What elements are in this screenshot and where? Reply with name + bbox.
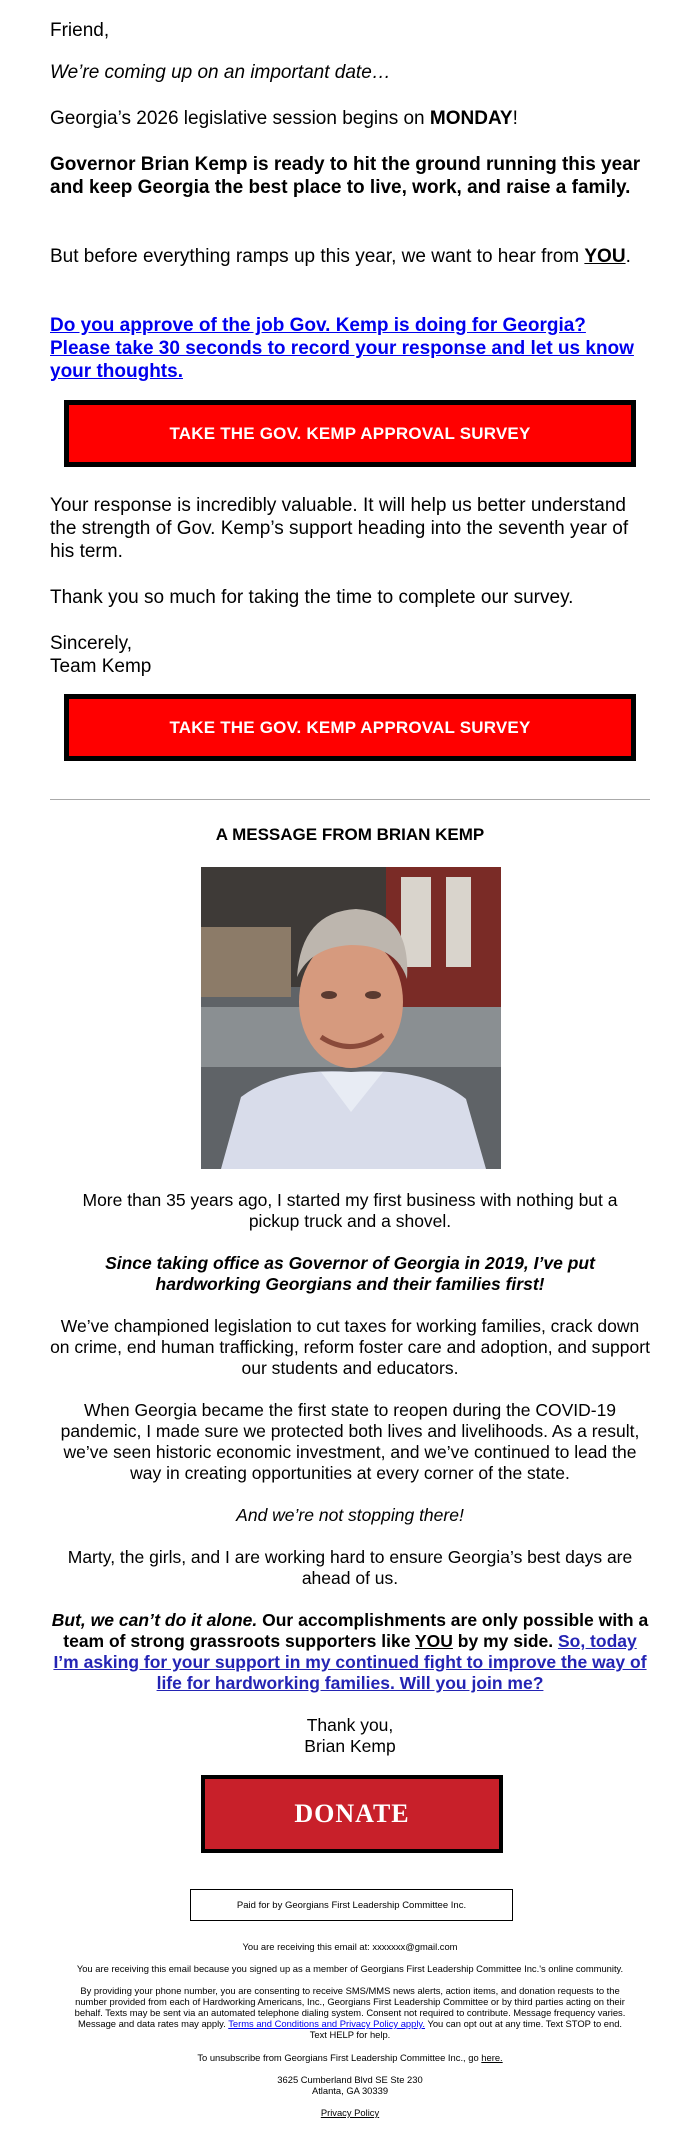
message-p7-you: YOU [414, 1631, 453, 1651]
sms-text: By providing your phone number, you are consenting to receive SMS/MMS news alerts, action items, and donation requests to the number provided from each of Hardworking Americans, Inc., Georgians First Leadership Committee or by third parties acting on their behalf. Texts may be sent via an automated telephone dialing system. Consent not required to contribute. Message frequency varies. Message and data rates may apply. [74, 1985, 626, 2029]
portrait-image [201, 867, 501, 1169]
divider [50, 799, 650, 800]
receiving-reason: You are receiving this email because you signed up as a member of Georgians First Leadership Committee Inc.'s online community. [76, 1963, 624, 1974]
message-heading: A MESSAGE FROM BRIAN KEMP [215, 825, 485, 844]
greeting: Friend, [50, 20, 110, 41]
privacy-line [60, 2107, 640, 2118]
receiving-email: You are receiving this email at: xxxxxxx@gmail.com [242, 1941, 458, 1952]
session-day: MONDAY [429, 108, 513, 129]
message-p7 [50, 1610, 650, 1694]
message-p1: More than 35 years ago, I started my first business with nothing but a pickup truck and a shovel. [82, 1190, 618, 1231]
message-body [50, 1190, 650, 1757]
hear-end: . [625, 246, 631, 267]
intro-line: We’re coming up on an important date… [50, 62, 391, 83]
message-p3: We’ve championed legislation to cut taxes for working families, crack down on crime, end human trafficking, reform foster care and adoption, and support our students and educators. [50, 1316, 650, 1378]
unsubscribe-text: To unsubscribe from Georgians First Leadership Committee Inc., go [197, 2052, 482, 2063]
survey-question-link[interactable]: Do you approve of the job Gov. Kemp is doing for Georgia? Please take 30 seconds to record your response and let us know your thoughts. [50, 315, 634, 382]
survey-button-2[interactable]: TAKE THE GOV. KEMP APPROVAL SURVEY [64, 694, 636, 761]
thank-you-line: Thank you, [306, 1715, 394, 1735]
terms-link[interactable]: Terms and Conditions and Privacy Policy apply. [228, 2018, 426, 2029]
hear-you: YOU [584, 246, 626, 267]
valuable-paragraph: Your response is incredibly valuable. It will help us better understand the strength of Gov. Kemp’s support heading into the seventh year of his term. [50, 495, 629, 562]
message-p7-em: But, we can’t do it alone. [51, 1610, 258, 1630]
question-paragraph [50, 314, 640, 383]
survey-button[interactable]: TAKE THE GOV. KEMP APPROVAL SURVEY [64, 400, 636, 467]
message-p7-bold: Our accomplishments are only possible with a team of strong grassroots supporters like [63, 1610, 649, 1651]
thanks-line: Thank you so much for taking the time to complete our survey. [50, 587, 574, 608]
hear-text: But before everything ramps up this year, we want to hear from [50, 246, 585, 267]
session-text: Georgia’s 2026 legislative session begins on [50, 108, 430, 129]
message-p6: Marty, the girls, and I are working hard to ensure Georgia’s best days are ahead of us. [67, 1547, 633, 1588]
signoff-name: Brian Kemp [304, 1736, 396, 1756]
footer [60, 1941, 640, 2118]
team-signature: Team Kemp [50, 656, 152, 677]
governor-line: Governor Brian Kemp is ready to hit the ground running this year and keep Georgia the best place to live, work, and raise a family. [50, 154, 641, 198]
unsubscribe-line [60, 2052, 640, 2063]
session-end: ! [512, 108, 518, 129]
donate-button[interactable]: DONATE [201, 1775, 503, 1853]
address-line-2: Atlanta, GA 30339 [311, 2085, 389, 2096]
privacy-policy-link[interactable]: Privacy Policy [320, 2107, 380, 2118]
paid-for-box: Paid for by Georgians First Leadership Committee Inc. [190, 1889, 513, 1921]
message-p4: When Georgia became the first state to reopen during the COVID-19 pandemic, I made sure we protected both lives and livelihoods. As a result, we’ve seen historic economic investment, and we’ve continued to lead the way in creating opportunities at every corner of the state. [60, 1400, 640, 1483]
message-p7-after: by my side. [452, 1631, 558, 1651]
sms-disclaimer [60, 1985, 640, 2040]
session-line [50, 107, 518, 130]
unsubscribe-link[interactable]: here. [481, 2052, 503, 2063]
sms-after: You can opt out at any time. Text STOP to end. Text HELP for help. [309, 2018, 623, 2040]
support-link[interactable]: So, today I’m asking for your support in my continued fight to improve the way of life for hardworking families. Will you join me? [53, 1631, 647, 1693]
kemp-photo [201, 867, 501, 1169]
address-line-1: 3625 Cumberland Blvd SE Ste 230 [277, 2074, 423, 2085]
message-p2: Since taking office as Governor of Georgia in 2019, I’ve put hardworking Georgians and their families first! [105, 1253, 595, 1294]
message-p5: And we’re not stopping there! [236, 1505, 464, 1525]
hear-line [50, 245, 650, 268]
sincerely-line: Sincerely, [50, 633, 133, 654]
